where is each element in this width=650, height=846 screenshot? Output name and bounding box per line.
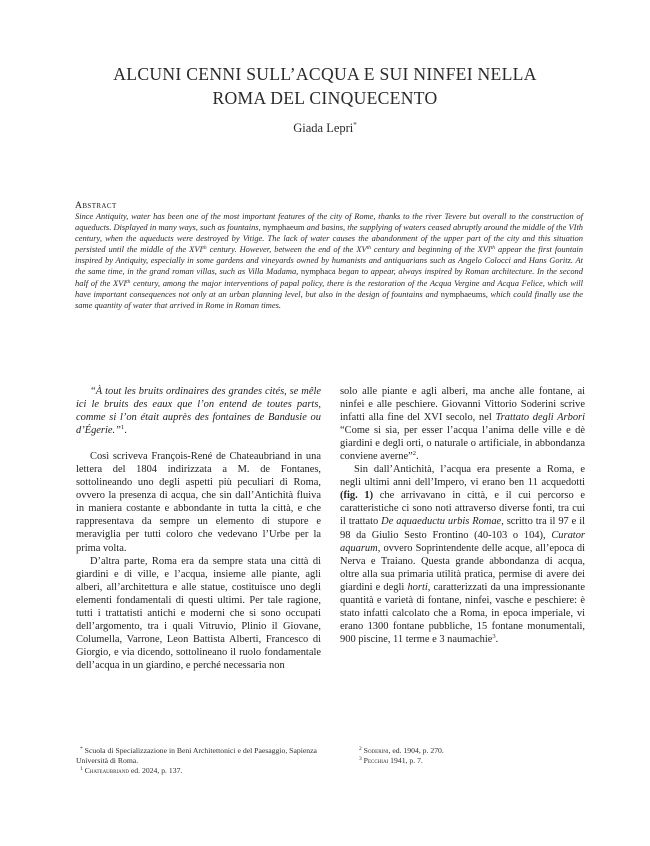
body-paragraph: solo alle piante e agli alberi, ma anche alle fontane, ai ninfei e alle peschiere. Giovanni Vittorio Soderini scrive infatti alla fine del XVI secolo, nel Trattato degli Arbori “Come si sia, per esser l’acqua l’anima delle ville e dè giardini e degli orti, o naturale o artificiale, in abbondanza conviene averne”$^2$. [340, 386, 585, 463]
body-column-left [76, 385, 321, 672]
body-paragraph: Sin dall’Antichità, l’acqua era presente a Roma, e negli ultimi anni dell’Impero, vi erano ben 11 acquedotti (fig. 1) che arrivavano in città, e il cui percorso e caratteristiche ci sono noti attraverso diverse fonti, tra cui il trattato De aquaeductu urbis Romae, scritto tra il 97 e il 98 da Giulio Sesto Frontino (40-103 o 104), Curator aquarum, ovvero Soprintendente delle acque, all’epoca di Nerva e Traiano. Questa grande abbondanza di acqua, oltre alla sua primaria utilità pratica, permise di avere dei giardini e degli horti, caratterizzati da una impressionante quantità e varietà di fontane, ninfei, vasche e peschiere: è stato infatti calcolato che a Roma, in epoca imperiale, vi erano 1300 fontane pubbliche, 15 fontane monumentali, 900 piscine, 11 terme e 3 naumachie$^3$. [340, 464, 586, 645]
footnotes-left [76, 746, 324, 776]
author-note-mark: * [353, 121, 357, 129]
footnote-author-affiliation: * Scuola di Specializzazione in Beni Architettonici e del Paesaggio, Sapienza Università di Roma. [76, 746, 317, 765]
footnotes-right [355, 746, 603, 766]
footnote-1: $^1$ Chateaubriand ed. 2024, p. 137. [80, 766, 183, 775]
footnote-2: $^2$ Soderini, ed. 1904, p. 270. [359, 746, 444, 755]
body-paragraph: D’altra parte, Roma era da sempre stata una città di giardini e di ville, e l’acqua, insieme alle piante, agli alberi, all’architettura e alle statue, costituisce uno degli elementi fondamentali di questi ultimi. Per tale ragione, tutti i trattatisti antichi e moderni che si sono occupati dell’argomento, tra i quali Vitruvio, Plinio il Giovane, Columella, Varrone, Leon Battista Alberti, Francesco di Giorgio, e via dicendo, sottolineano il ruolo fondamentale dell’acqua in un giardino, e perché necessaria non [76, 555, 321, 671]
footnote-ref-2: 2 [412, 450, 416, 458]
author-name: Giada Lepri [293, 121, 354, 135]
footnote-ref-3: 3 [492, 632, 496, 640]
article-title [60, 62, 590, 110]
figure-reference: (fig. 1) [340, 490, 374, 502]
body-paragraph: Così scriveva François-René de Chateaubriand in una lettera del 1804 indirizzata a M. de Fontanes, sottolineando uno degli aspetti più peculiari di Roma, ovvero la presenza di acqua, che sin dall’Antichità fluiva in maniera costante e abbondante in tutta la città, e che rappresentava da sempre un elemento di stupore e meraviglia per tutti coloro che vedevano l’Urbe per la prima volta. [76, 451, 321, 554]
abstract-text: Since Antiquity, water has been one of the most important features of the city of Rome, thanks to the river Tevere but overall to the construction of aqueducts. Displayed in many ways, such as fountains, nymphaeum and basins, the supplying of waters ceased abruptly around the middle of the VIth century, when the aqueducts were destroyed by Vitige. The lack of water causes the abandonment of the upper part of the city and this situation persisted until the middle of the XVIth century. However, between the end of the XVth century and beginning of the XVIth appear the first fountain inspired by Antiquity, especially in some gardens and vineyards owned by humanists and antiquarians such as Angelo Colocci and Hans Goritz. At the same time, in the grand roman villas, such as Villa Madama, nymphaca began to appear, always inspired by Roman architecture. In the second half of the XVIth century, among the major interventions of papal policy, there is the restoration of the Acqua Vergine and Acqua Felice, which will have important consequences not only at an urban planning level, but also in the design of fountains and nymphaeums, which could finally use the same quantity of water that arrived in Rome in Roman times. [75, 211, 584, 310]
abstract-heading: Abstract [75, 200, 117, 211]
title-line-2: ROMA DEL CINQUECENTO [212, 88, 438, 108]
footnote-ref-1: 1 [120, 424, 125, 432]
footnote-3: $^3$ Pecchiai 1941, p. 7. [359, 756, 423, 765]
title-line-1: ALCUNI CENNI SULL’ACQUA E SUI NINFEI NELLA [113, 64, 537, 84]
epigraph-quote: “À tout les bruits ordinaires des grandes cités, se mêle ici le bruits des eaux que l’on entend de toutes parts, comme si l’on était auprès des fontaines de Bandusie ou d’Égerie.”$^1$. [76, 386, 321, 437]
body-column-right [340, 385, 585, 646]
author-byline [0, 121, 650, 136]
